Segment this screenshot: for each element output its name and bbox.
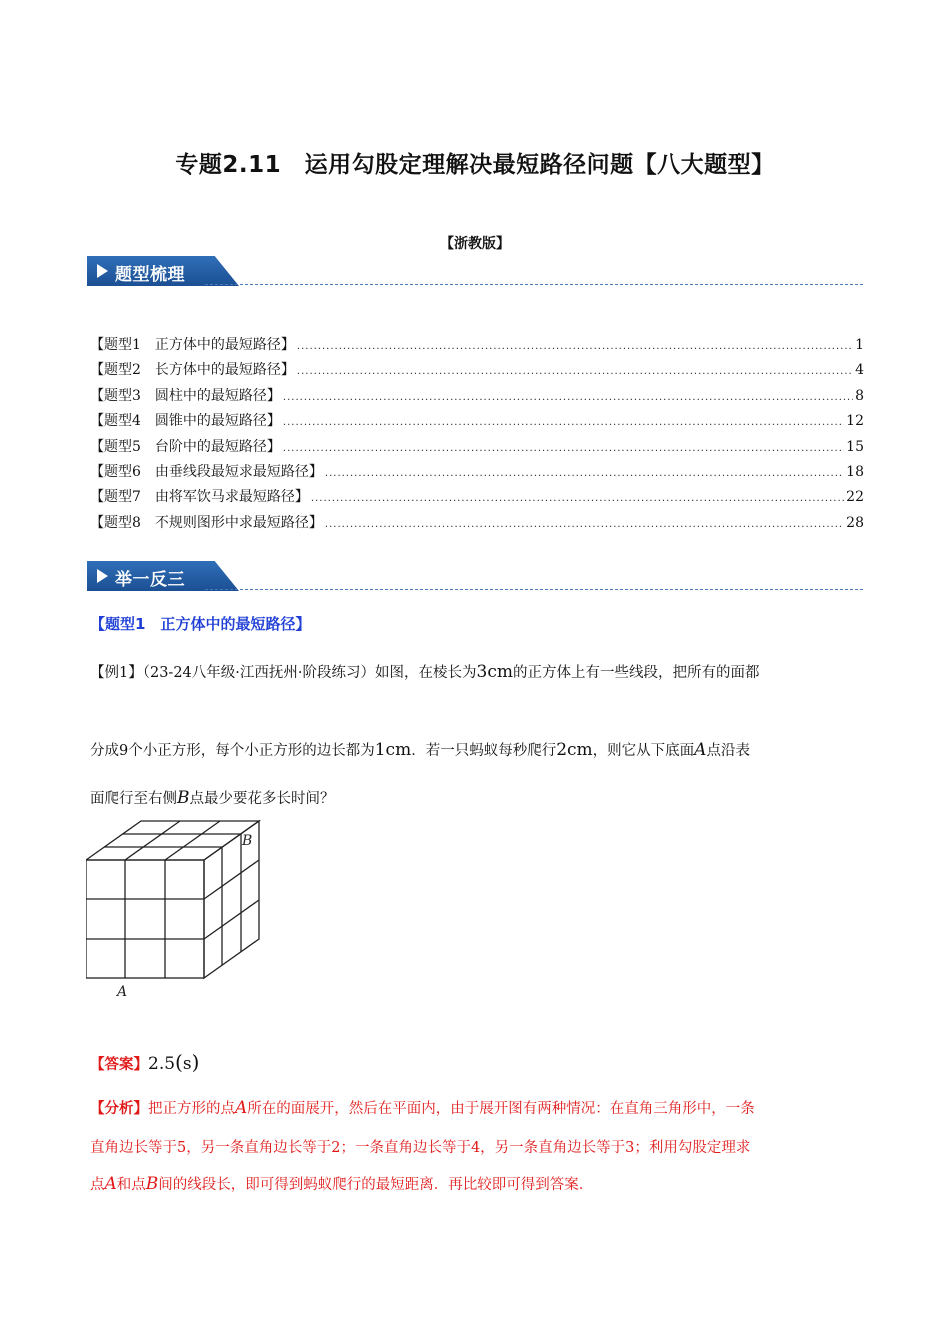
toc-item-5[interactable]: 【题型5 台阶中的最短路径】 ..... 15	[90, 436, 864, 461]
example-line-2: 分成9个小正方形，每个小正方形的边长都为1cm．若一只蚂蚁每秒爬行2cm，则它从下底面A点沿表	[90, 740, 750, 760]
cube-front-face	[86, 860, 204, 978]
toc-item-8[interactable]: 【题型8 不规则图形中求最短路径】 ..... 28	[90, 512, 864, 537]
toc-item-7[interactable]: 【题型7 由将军饮马求最短路径】 ..... 22	[90, 486, 864, 511]
section-heading: 【题型1 正方体中的最短路径】	[90, 615, 311, 633]
banner-toc-label: 题型梳理	[115, 265, 185, 285]
example-line-3: 面爬行至右侧B点最少要花多长时间？	[90, 788, 335, 808]
toc-item-6[interactable]: 【题型6 由垂线段最短求最短路径】 ..... 18	[90, 461, 864, 486]
analysis-line-3: 点A和点B间的线段长，即可得到蚂蚁爬行的最短距离．再比较即可得到答案．	[90, 1174, 594, 1194]
answer-line: 【答案】2.5(s)	[90, 1050, 200, 1074]
page-title: 专题2.11 运用勾股定理解决最短路径问题【八大题型】	[175, 152, 775, 178]
toc-item-1[interactable]: 【题型1 正方体中的最短路径】 ..... 1	[90, 334, 864, 359]
cube-figure	[86, 818, 276, 1003]
edition-label: 【浙教版】	[440, 236, 510, 252]
point-b-label: B	[242, 833, 253, 849]
banner-examples	[87, 561, 863, 591]
example-line-1: 【例1】（23-24八年级·江西抚州·阶段练习）如图，在棱长为3cm的正方体上有一些线段，把所有的面都	[90, 662, 760, 682]
toc-item-2[interactable]: 【题型2 长方体中的最短路径】 ..... 4	[90, 359, 864, 384]
banner-examples-label: 举一反三	[115, 570, 185, 590]
analysis-line-1: 【分析】把正方形的点A所在的面展开，然后在平面内，由于展开图有两种情况：在直角三角形中，一条	[90, 1098, 755, 1118]
point-a-label: A	[117, 984, 128, 1000]
toc-item-4[interactable]: 【题型4 圆锥中的最短路径】 ..... 12	[90, 410, 864, 435]
play-icon	[97, 569, 108, 583]
play-icon	[97, 264, 108, 278]
table-of-contents	[90, 334, 864, 537]
toc-item-3[interactable]: 【题型3 圆柱中的最短路径】 ..... 8	[90, 385, 864, 410]
banner-toc	[87, 256, 863, 286]
analysis-line-2: 直角边长等于5，另一条直角边长等于2；一条直角边长等于4，另一条直角边长等于3；利用勾股定理求	[90, 1140, 751, 1156]
